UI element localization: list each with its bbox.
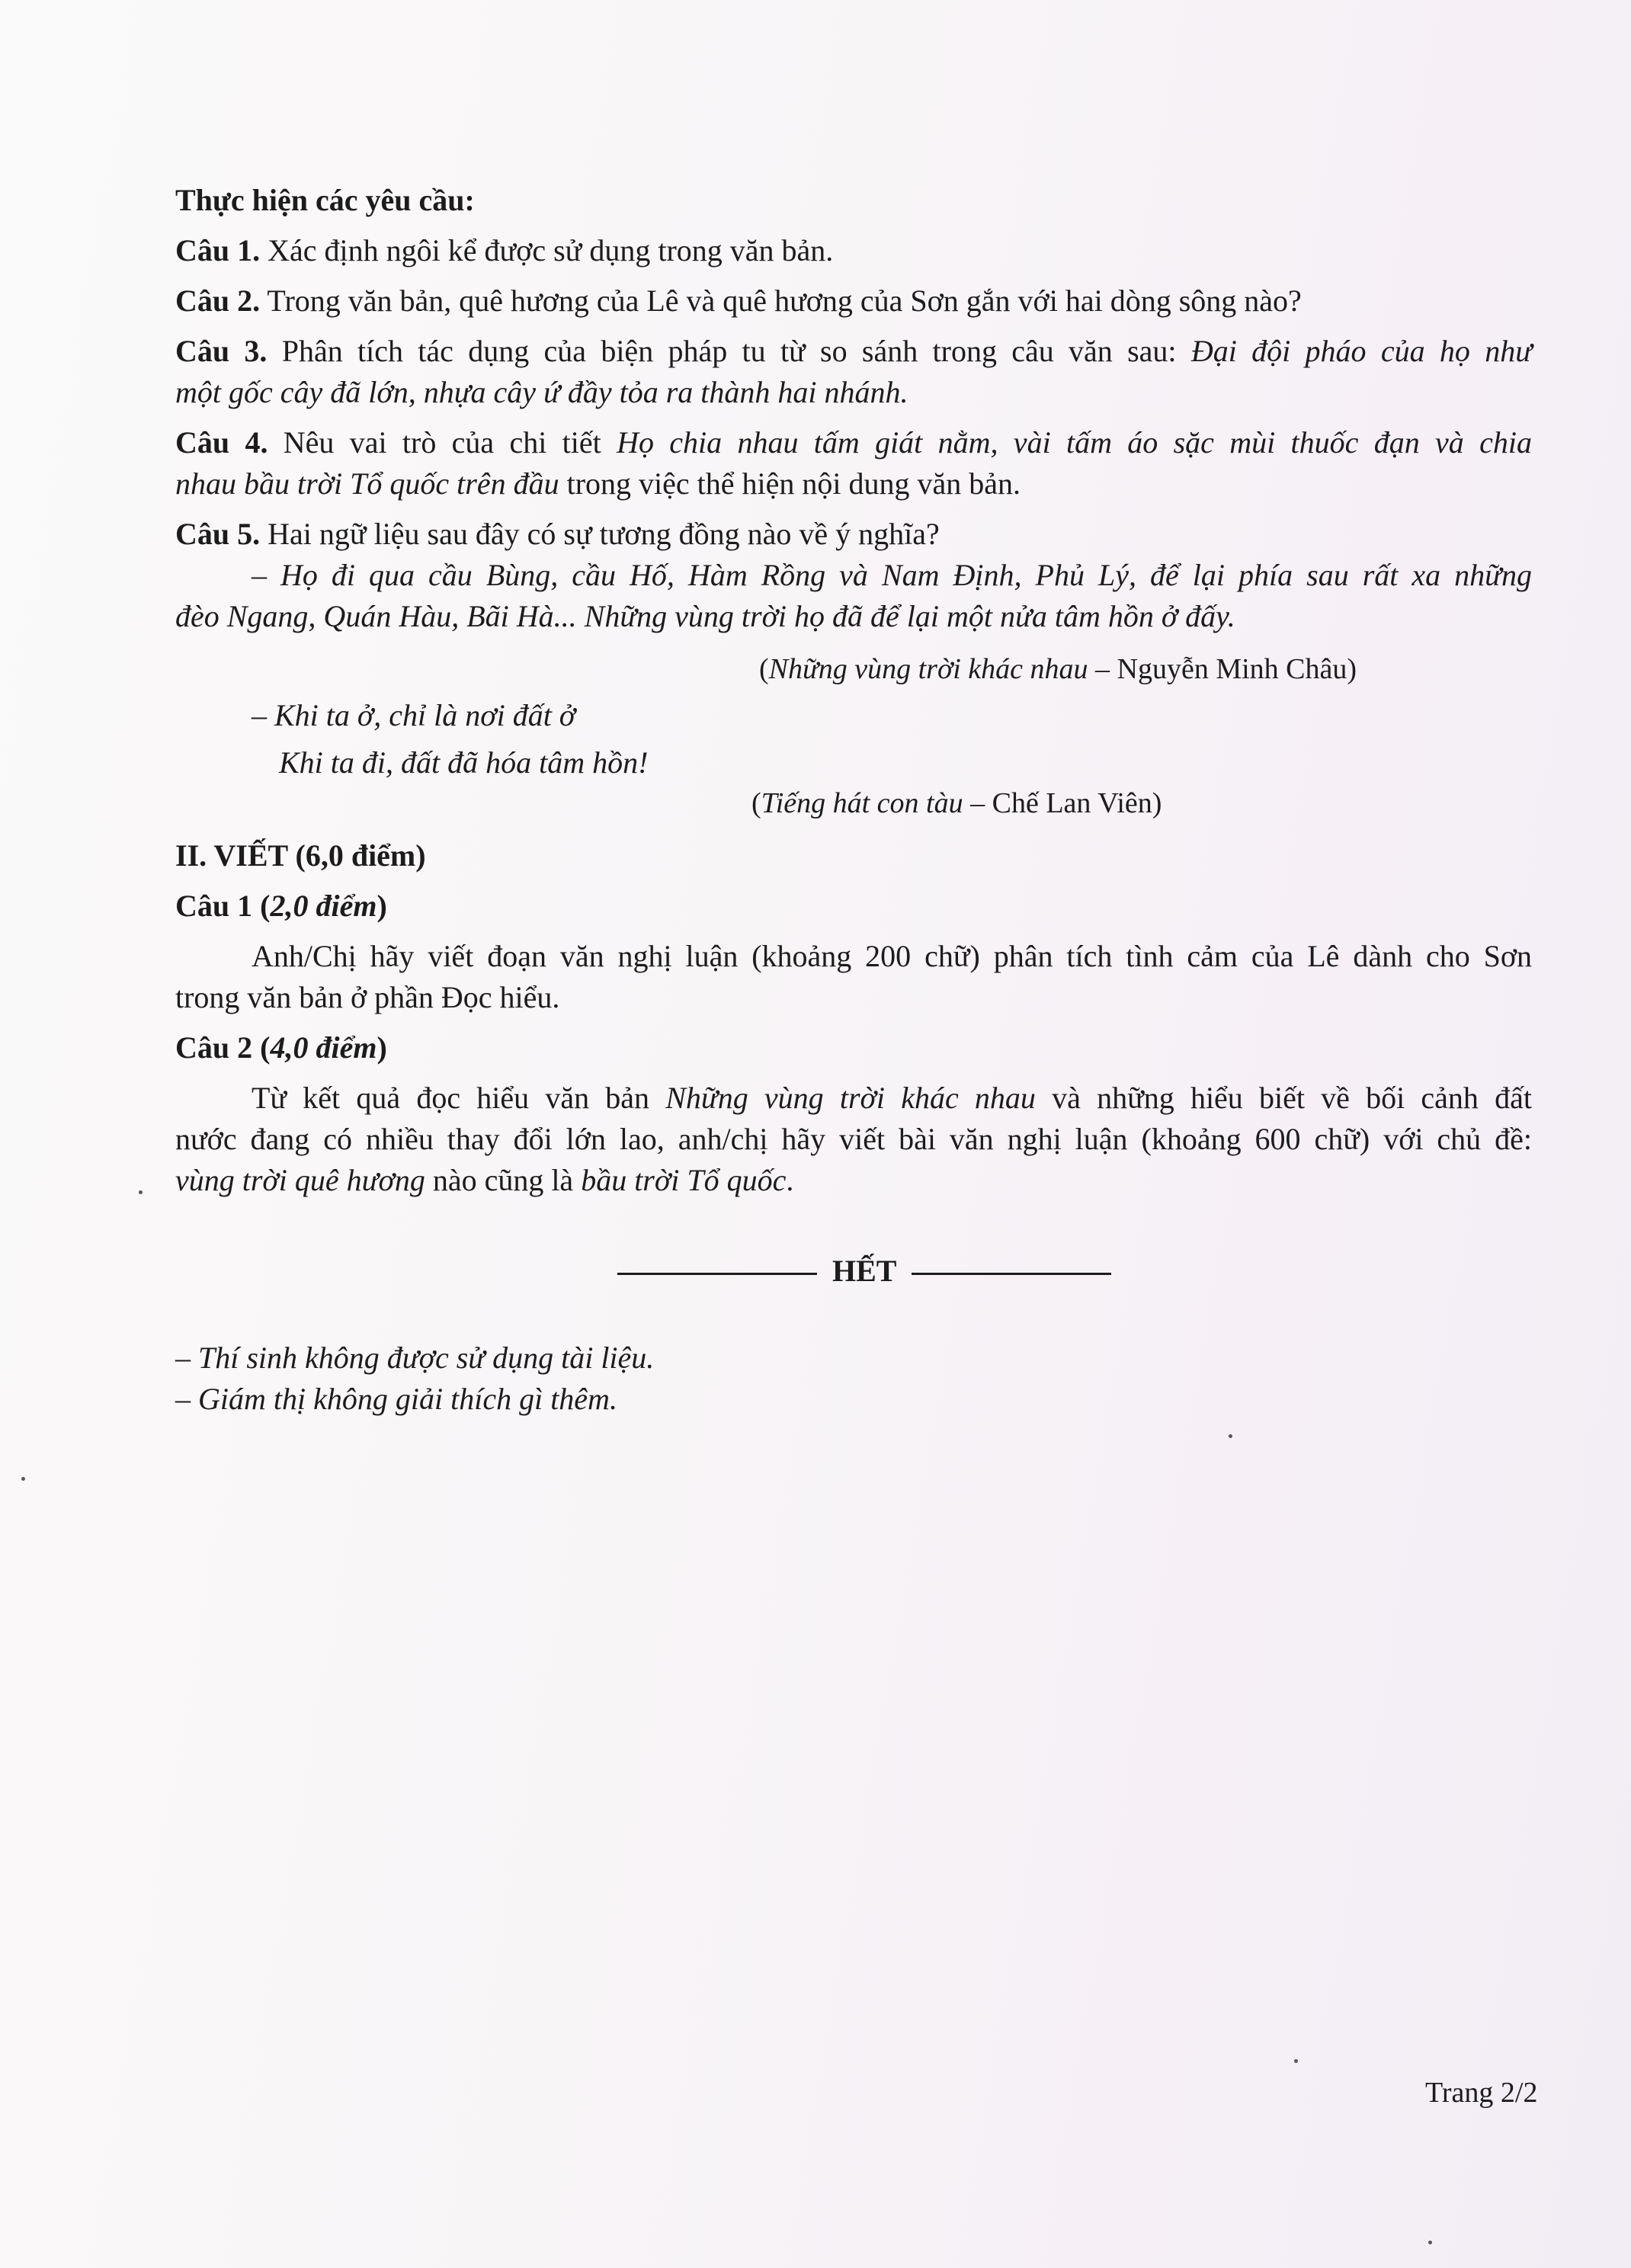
excerpt-1-line-2: đèo Ngang, Quán Hàu, Bãi Hà... Những vùng trời họ đã để lại một nửa tâm hồn ở đấy. — [175, 599, 1235, 633]
question-4-quote-2: nhau bầu trời Tổ quốc trên đầu — [175, 466, 559, 501]
question-4-line-2 — [175, 463, 1532, 505]
question-1-text: Xác định ngôi kể được sử dụng trong văn bản. — [260, 233, 834, 267]
end-mark-text: HẾT — [832, 1254, 897, 1288]
writing-q2-text-c: và những hiểu biết về bối cảnh đất — [1035, 1081, 1532, 1115]
writing-q2-label: Câu 2 ( — [175, 1030, 271, 1065]
writing-q2-theme-2: bầu trời Tổ quốc — [581, 1163, 787, 1197]
writing-q2-text-a: Từ kết quả đọc hiểu văn bản — [252, 1081, 666, 1115]
end-rule-left — [617, 1273, 817, 1275]
question-3-line-1 — [175, 331, 1532, 372]
writing-q1-line-2: trong văn bản ở phần Đọc hiểu. — [175, 980, 560, 1014]
end-mark — [617, 1253, 1111, 1289]
question-2 — [175, 280, 1532, 322]
question-1 — [175, 230, 1532, 271]
end-rule-right — [912, 1273, 1111, 1275]
writing-q2-line-1 — [175, 1078, 1532, 1119]
writing-q2-theme-1: vùng trời quê hương — [175, 1163, 425, 1197]
question-4-text: Nêu vai trò của chi tiết — [268, 425, 617, 460]
question-1-label: Câu 1. — [175, 233, 261, 267]
question-5 — [175, 514, 1532, 555]
question-3-quote-1: Đại đội pháo của họ như — [1190, 334, 1533, 368]
excerpt-2-line-2: Khi ta đi, đất đã hóa tâm hồn! — [279, 745, 649, 780]
question-5-text: Hai ngữ liệu sau đây có sự tương đồng nào về ý nghĩa? — [260, 517, 940, 551]
writing-q2-heading — [175, 1027, 1532, 1068]
question-2-text: Trong văn bản, quê hương của Lê và quê hương của Sơn gắn với hai dòng sông nào? — [260, 284, 1302, 318]
writing-q1-points: 2,0 điểm — [270, 889, 377, 923]
question-4-label: Câu 4. — [175, 425, 268, 460]
writing-q2-points: 4,0 điểm — [270, 1030, 377, 1065]
excerpt-2-source-title: Tiếng hát con tàu — [761, 787, 963, 819]
requirements-heading: Thực hiện các yêu cầu: — [175, 183, 475, 217]
excerpt-2-line-1: – Khi ta ở, chỉ là nơi đất ở — [252, 698, 576, 732]
excerpt-2-source-author: – Chế Lan Viên — [963, 787, 1152, 819]
page-number: Trang 2/2 — [1425, 2077, 1538, 2109]
speck — [1294, 2059, 1298, 2063]
exam-body — [175, 180, 1532, 637]
speck — [1229, 1434, 1232, 1438]
speck — [1428, 2241, 1432, 2244]
speck — [21, 1477, 25, 1481]
writing-q1-close: ) — [377, 889, 387, 923]
question-4-text-2: trong việc thể hiện nội dung văn bản. — [559, 466, 1021, 501]
writing-q2-line-2: nước đang có nhiều thay đổi lớn lao, anh/chị hãy viết bài văn nghị luận (khoảng 600 chữ) với chủ đề: — [175, 1122, 1532, 1156]
excerpt-1-source: (Những vùng trời khác nhau – Nguyễn Minh Châu) — [759, 653, 1357, 685]
note-2: – Giám thị không giải thích gì thêm. — [175, 1382, 617, 1416]
excerpt-2-source: (Tiếng hát con tàu – Chế Lan Viên) — [751, 787, 1162, 819]
writing-q1-label: Câu 1 ( — [175, 889, 271, 923]
question-2-label: Câu 2. — [175, 284, 261, 318]
excerpt-2 — [252, 695, 648, 783]
writing-section — [175, 835, 1532, 1201]
writing-q1-heading — [175, 886, 1532, 927]
question-5-label: Câu 5. — [175, 517, 261, 551]
note-1: – Thí sinh không được sử dụng tài liệu. — [175, 1341, 655, 1375]
speck — [139, 1190, 143, 1194]
writing-q2-period: . — [786, 1163, 794, 1197]
writing-q1-line-1: Anh/Chị hãy viết đoạn văn nghị luận (khoảng 200 chữ) phân tích tình cảm của Lê dành cho Sơn — [252, 939, 1532, 973]
question-3-line-2: một gốc cây đã lớn, nhựa cây ứ đầy tỏa ra thành hai nhánh. — [175, 375, 908, 409]
excerpt-1-line-1: – Họ đi qua cầu Bùng, cầu Hố, Hàm Rồng và Nam Định, Phủ Lý, để lại phía sau rất xa những — [252, 558, 1532, 592]
writing-heading: II. VIẾT (6,0 điểm) — [175, 838, 426, 873]
writing-q2-close: ) — [377, 1030, 387, 1065]
writing-q2-title: Những vùng trời khác nhau — [665, 1081, 1036, 1115]
question-4-line-1 — [175, 422, 1532, 463]
excerpt-1-source-author: – Nguyễn Minh Châu — [1088, 653, 1347, 685]
writing-q2-text-e: nào cũng là — [425, 1163, 582, 1197]
question-3-text: Phân tích tác dụng của biện pháp tu từ so sánh trong câu văn sau: — [267, 334, 1191, 368]
exam-notes — [175, 1337, 654, 1420]
question-4-quote-1: Họ chia nhau tấm giát nằm, vài tấm áo sặc mùi thuốc đạn và chia — [617, 425, 1532, 460]
writing-q2-line-3 — [175, 1160, 1532, 1201]
excerpt-1-source-title: Những vùng trời khác nhau — [768, 653, 1088, 685]
question-3-label: Câu 3. — [175, 334, 268, 368]
